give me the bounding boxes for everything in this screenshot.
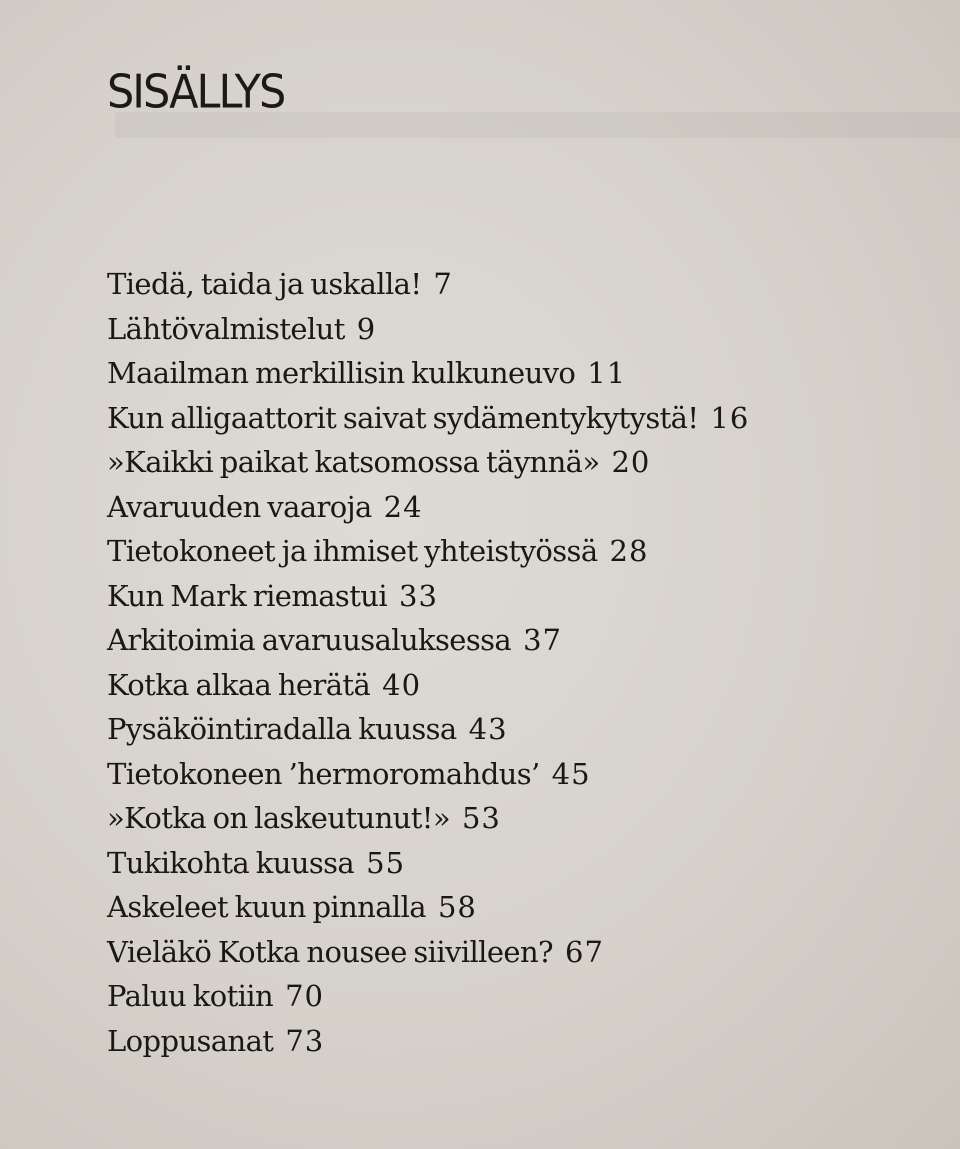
toc-entry-title: Vieläkö Kotka nousee siivilleen?: [107, 934, 553, 969]
page-title: SISÄLLYS: [107, 65, 285, 120]
toc-entry-title: Arkitoimia avaruusaluksessa: [107, 623, 512, 657]
toc-entry-title: »Kaikki paikat katsomossa täynnä»: [107, 445, 600, 479]
toc-entry-page: 53: [461, 801, 501, 835]
toc-entry: [107, 707, 947, 752]
toc-entry-page: 24: [383, 489, 423, 524]
toc-entry: [107, 485, 947, 530]
toc-entry-page: 7: [433, 267, 453, 301]
toc-entry: [107, 885, 947, 930]
toc-entry-title: Kun alligaattorit saivat sydämentykytystä!: [107, 400, 699, 435]
toc-entry-title: Kotka alkaa herätä: [107, 667, 371, 702]
toc-entry-page: 70: [285, 979, 324, 1013]
toc-entry-page: 45: [551, 756, 591, 791]
toc-entry-page: 37: [523, 623, 563, 657]
toc-entry-page: 43: [468, 712, 508, 746]
toc-entry-page: 28: [609, 534, 649, 568]
toc-entry-title: Tukikohta kuussa: [107, 845, 355, 880]
toc-entry: [107, 974, 947, 1019]
toc-entry: [107, 574, 947, 619]
toc-entry-page: 67: [565, 934, 604, 969]
toc-entry-title: Tietokoneen ’hermoromahdus’: [107, 756, 540, 791]
toc-entry-title: Lähtövalmistelut: [107, 311, 345, 346]
toc-entry-page: 40: [382, 667, 422, 702]
toc-entry-title: Maailman merkillisin kulkuneuvo: [107, 356, 576, 390]
toc-entry: [107, 663, 947, 708]
toc-entry: [107, 396, 947, 441]
toc-entry-page: 58: [437, 890, 477, 924]
toc-entry-title: Kun Mark riemastui: [107, 578, 388, 613]
toc-entry: [107, 796, 947, 841]
toc-entry-title: »Kotka on laskeutunut!»: [107, 801, 450, 835]
toc-entry-page: 9: [356, 311, 377, 346]
toc-entry-page: 11: [587, 356, 627, 390]
toc-entry-page: 33: [399, 578, 438, 613]
table-of-contents: [107, 262, 947, 1063]
toc-entry-page: 20: [611, 445, 651, 479]
toc-entry-title: Pysäköintiradalla kuussa: [107, 712, 457, 746]
toc-entry: [107, 618, 947, 663]
toc-entry: [107, 440, 947, 485]
toc-entry-page: 16: [710, 400, 750, 435]
toc-entry: [107, 930, 947, 975]
toc-entry-title: Paluu kotiin: [107, 979, 274, 1013]
toc-entry-page: 55: [366, 845, 406, 880]
toc-entry: [107, 262, 947, 307]
toc-entry: [107, 529, 947, 574]
toc-entry-title: Askeleet kuun pinnalla: [107, 890, 426, 924]
toc-entry: [107, 1019, 947, 1064]
toc-entry: [107, 307, 947, 352]
toc-entry: [107, 752, 947, 797]
toc-entry-title: Avaruuden vaaroja: [107, 489, 372, 524]
toc-entry-title: Tiedä, taida ja uskalla!: [107, 267, 422, 301]
toc-entry: [107, 841, 947, 886]
toc-entry-title: Loppusanat: [107, 1023, 274, 1058]
toc-entry-page: 73: [285, 1023, 325, 1058]
toc-entry-title: Tietokoneet ja ihmiset yhteistyössä: [107, 534, 598, 568]
toc-entry: [107, 351, 947, 396]
